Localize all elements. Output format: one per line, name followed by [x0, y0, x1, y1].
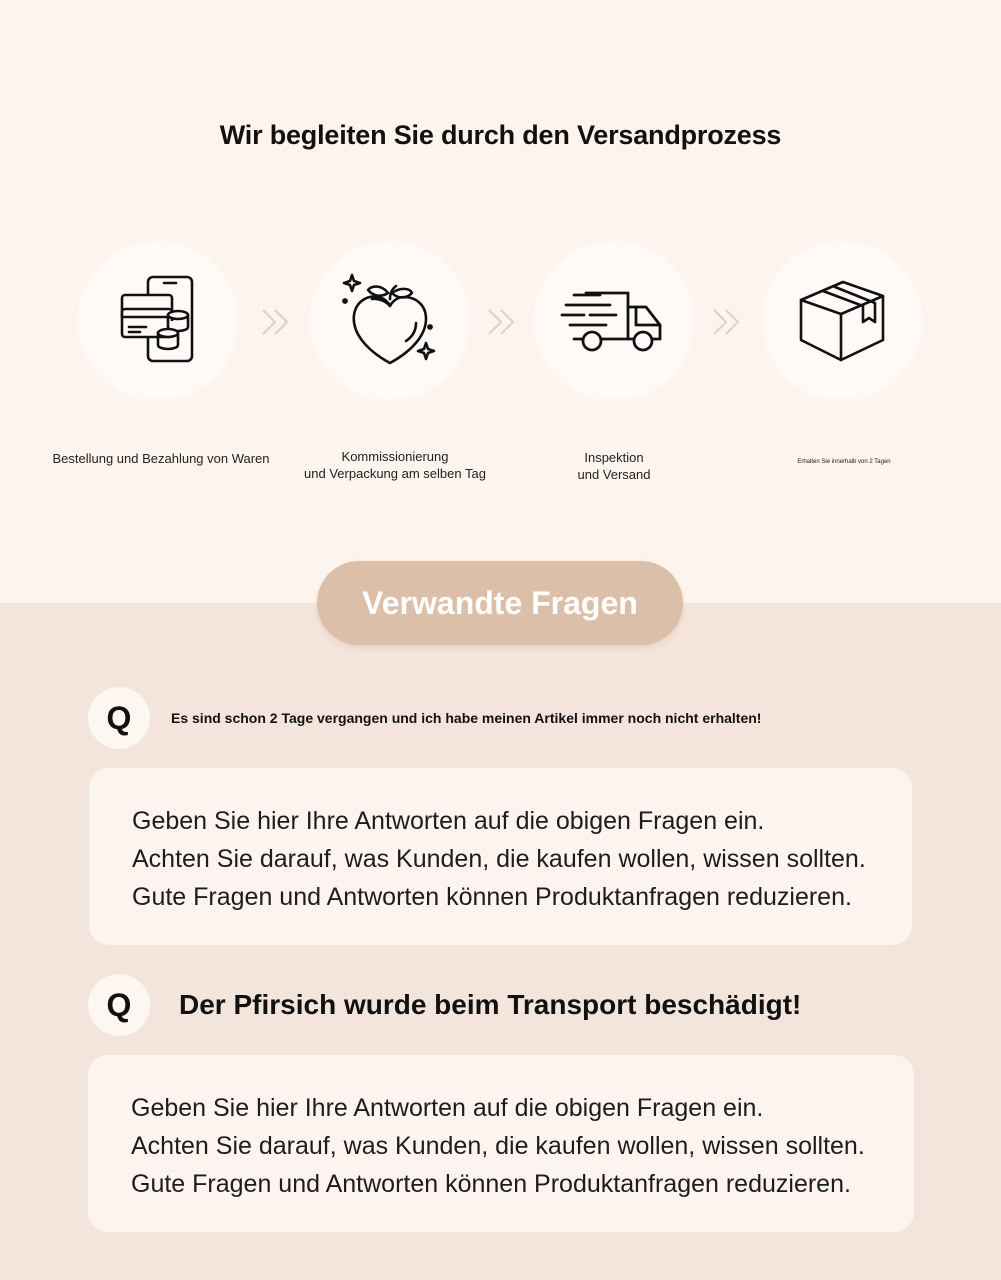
page-title: Wir begleiten Sie durch den Versandprozess — [219, 120, 782, 150]
faq-answer-card — [89, 768, 912, 945]
step-circle-shipping — [536, 243, 692, 399]
payment-phone-icon — [118, 273, 198, 369]
step-label-shipping: Inspektion und Versand — [577, 450, 651, 482]
faq-question: Der Pfirsich wurde beim Transport beschädigt! — [179, 989, 802, 1020]
faq-answer-line: Geben Sie hier Ihre Antworten auf die obigen Fragen ein. — [132, 807, 765, 835]
faq-heading: Verwandte Fragen — [317, 561, 683, 645]
step-circle-packing — [312, 243, 468, 399]
step-circle-receive — [764, 243, 920, 399]
chevron-right-icon — [710, 306, 742, 338]
step-circle-order — [80, 243, 236, 399]
q-badge: Q — [88, 974, 150, 1036]
faq-answer-card — [88, 1055, 914, 1232]
q-badge: Q — [88, 687, 150, 749]
step-label-order: Bestellung und Bezahlung von Waren — [52, 451, 270, 466]
chevron-right-icon — [259, 306, 291, 338]
delivery-truck-icon — [560, 285, 668, 357]
faq-question: Es sind schon 2 Tage vergangen und ich habe meinen Artikel immer noch nicht erhalten! — [171, 710, 762, 726]
faq-answer-line: Gute Fragen und Antworten können Produktanfragen reduzieren. — [131, 1170, 851, 1198]
faq-answer-line: Gute Fragen und Antworten können Produktanfragen reduzieren. — [132, 883, 852, 911]
package-box-icon — [797, 276, 887, 366]
step-label-packing: Kommissionierung und Verpackung am selben Tag — [304, 449, 486, 481]
sparkling-peach-icon — [342, 271, 438, 371]
chevron-right-icon — [485, 306, 517, 338]
step-label-receive: Erhalten Sie innerhalb von 2 Tagen — [797, 459, 891, 465]
faq-answer-line: Geben Sie hier Ihre Antworten auf die obigen Fragen ein. — [131, 1094, 764, 1122]
faq-answer-line: Achten Sie darauf, was Kunden, die kaufen wollen, wissen sollten. — [131, 1132, 865, 1160]
faq-answer-line: Achten Sie darauf, was Kunden, die kaufen wollen, wissen sollten. — [132, 845, 866, 873]
